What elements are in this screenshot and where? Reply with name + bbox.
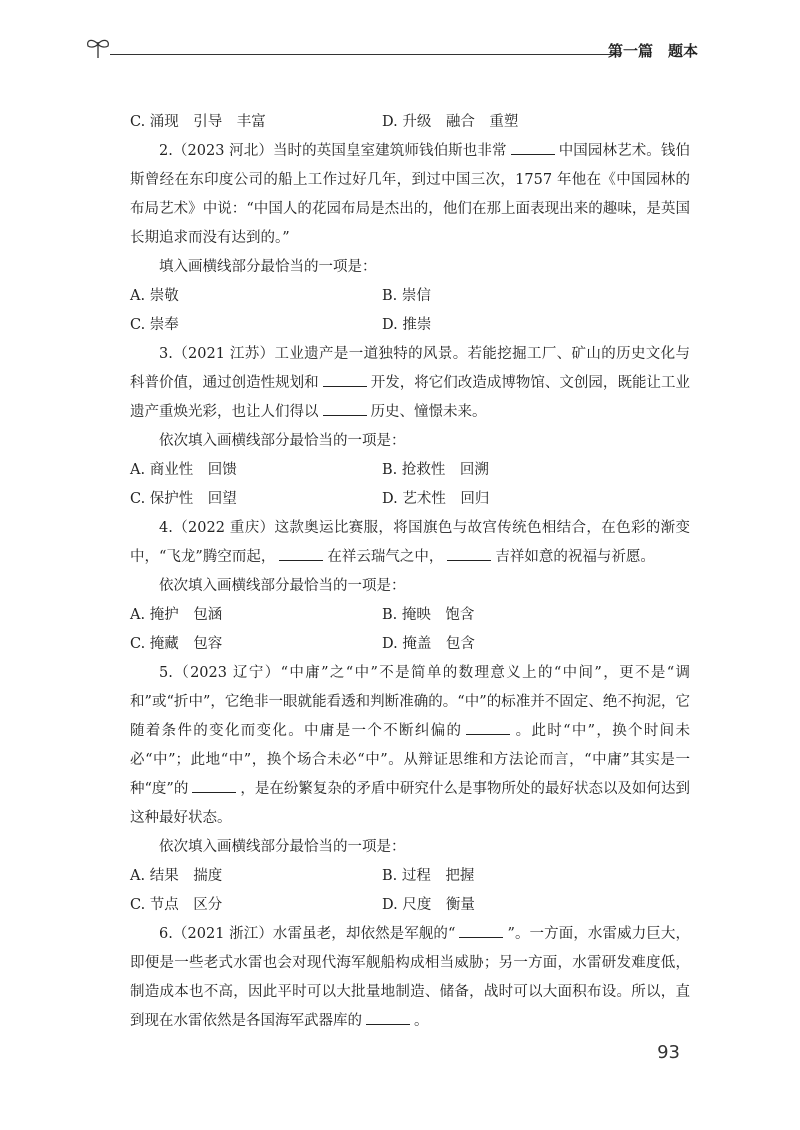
blank [511,140,555,155]
q2-option-b: B. 崇信 [382,288,431,304]
q3-option-d: D. 艺术性 回归 [382,491,490,507]
q2-options-row-2 [130,311,690,340]
question-5: 5.（2023 辽宁）“中庸”之“中”不是简单的数理意义上的“中间”，更不是“调和”或“折中”，它绝非一眼就能看透和判断准确的。“中”的标准并不固定、绝不拘泥，它随着条件的变化而变化。中庸是一个不断纠偏的 。此时“中”，换个时间未必“中”；此地“中”，换个场合未必“中”。从辩证思维和方法论而言，“中庸”其实是一种“度”的 ，是在纷繁复杂的矛盾中研究什么是事物所处的最好状态以及如何达到这种最好状态。 [130,665,691,826]
q3-options-row-2 [130,485,690,514]
question-3: 3.（2021 江苏）工业遗产是一道独特的风景。若能挖掘工厂、矿山的历史文化与科普价值，通过创造性规划和 开发，将它们改造成博物馆、文创园，既能让工业遗产重焕光彩，也让人们得以 历史、憧憬未来。 [130,346,690,420]
q4-option-b: B. 掩映 饱含 [382,607,475,623]
q2-option-d: D. 推崇 [382,317,432,333]
q3-option-b: B. 抢救性 回溯 [382,462,489,478]
section-title: 第一篇 题本 [607,42,698,60]
blank [366,1010,410,1025]
q5-options-row-2 [130,891,690,920]
blank [466,720,510,735]
question-5-prompt: 依次填入画横线部分最恰当的一项是： [159,839,406,855]
q4-option-d: D. 掩盖 包含 [382,636,475,652]
header-rule [110,54,620,55]
question-6: 6.（2021 浙江）水雷虽老，却依然是军舰的“ ”。一方面，水雷威力巨大，即便是一些老式水雷也会对现代海军舰船构成相当威胁；另一方面，水雷研发难度低，制造成本也不高，因此平时可以大批量地制造、储备，战时可以大面积布设。所以，直到现在水雷依然是各国海军武器库的 。 [130,920,690,1036]
q3-options-row-1 [130,456,690,485]
q1-option-c: C. 涌现 引导 丰富 [130,114,266,130]
q2-options-row-1 [130,282,690,311]
q5-option-a: A. 结果 揣度 [130,868,223,884]
q1-options-row [130,108,690,137]
leaf-icon [84,36,114,60]
blank [279,546,323,561]
q4-options-row-2 [130,630,690,659]
q4-option-c: C. 掩藏 包容 [130,636,223,652]
question-3-prompt: 依次填入画横线部分最恰当的一项是： [159,433,406,449]
q5-option-c: C. 节点 区分 [130,897,223,913]
blank [447,546,491,561]
page-number: 93 [657,1042,680,1063]
blank [192,778,236,793]
q5-options-row-1 [130,862,690,891]
page-content [130,108,690,1036]
question-4: 4.（2022 重庆）这款奥运比赛服，将国旗色与故宫传统色相结合，在色彩的渐变中，“飞龙”腾空而起， 在祥云瑞气之中， 吉祥如意的祝福与祈愿。 [130,520,690,565]
q5-option-d: D. 尺度 衡量 [382,897,475,913]
blank [323,401,367,416]
blank [459,923,503,938]
question-2: 2.（2023 河北）当时的英国皇室建筑师钱伯斯也非常 中国园林艺术。钱伯斯曾经在东印度公司的船上工作过好几年，到过中国三次，1757 年他在《中国园林的布局艺术》中说：“中国人的花园布局是杰出的，他们在那上面表现出来的趣味，是英国长期追求而没有达到的。” [130,137,690,253]
q2-option-a: A. 崇敬 [130,288,179,304]
q3-option-a: A. 商业性 回馈 [130,462,237,478]
q1-option-d: D. 升级 融合 重塑 [382,114,519,130]
q3-option-c: C. 保护性 回望 [130,491,237,507]
question-4-prompt: 依次填入画横线部分最恰当的一项是： [159,578,406,594]
q4-options-row-1 [130,601,690,630]
question-2-prompt: 填入画横线部分最恰当的一项是： [159,259,377,275]
blank [323,372,367,387]
q5-option-b: B. 过程 把握 [382,868,475,884]
q4-option-a: A. 掩护 包涵 [130,607,223,623]
page-header [84,28,704,68]
q2-option-c: C. 崇奉 [130,317,179,333]
